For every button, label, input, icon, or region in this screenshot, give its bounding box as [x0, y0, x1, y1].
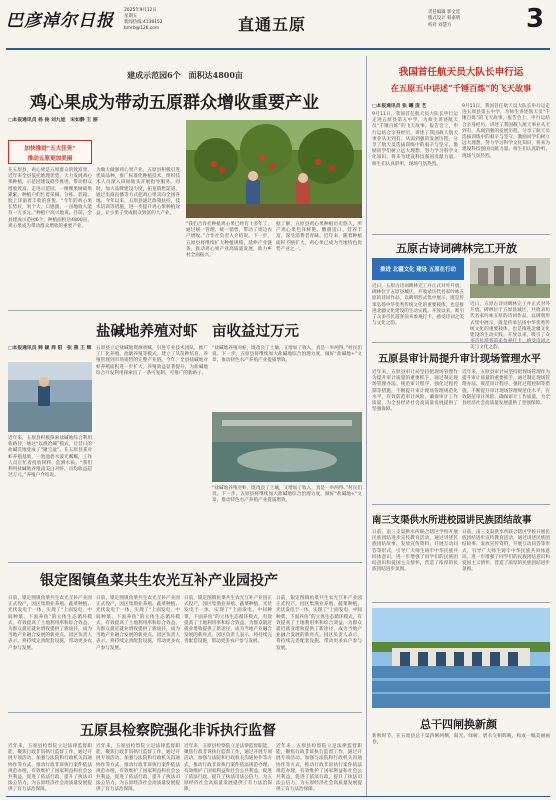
- story2-text-col2: 五原县立足盐碱地资源禀赋，引进专业技术团队，推广工厂化养殖、池塘养殖等模式，建立了从苗种培育、养殖管理到市场销售的完整产业链。今年，全县盐碱地对虾养殖面积进一步扩大，养殖效益显著提升，为盐碱地综合开发利用探索出了一条可复制、可推广的新路子。: [96, 346, 208, 376]
- email: bmrb@126.com: [124, 26, 160, 31]
- divider-1: [8, 310, 362, 311]
- divider-r2: [372, 342, 550, 343]
- tag-line-2: 推动五原更加美丽: [27, 156, 73, 162]
- story4-text-b: 近年来，五原县检察院立足法律监督职能，聚焦行政非诉执行监督工作，通过开展专项活动、加强与法院和行政机关沟通协作等方式，推动行政非诉执行案件依法规范办理，有效维护了国家利益和社会公共利益，促进了依法行政，提升了执法司法公信力，为五原经济社会高质量发展提供了有力法治保障。: [96, 744, 180, 793]
- right3-text-a: 近年来，五原县审计局坚持把现场管理作为提升审计质量的重要抓手，通过制定现场管理办法、规范审计程序、强化过程控制等措施，不断提升审计现场管理规范化水平，有效防范审计风险，确保审计工作质量，为全县经济社会高质量发展提供了坚强保障。: [372, 370, 458, 413]
- lead-tag: [8, 140, 92, 164]
- issue-weekday: 星期五: [124, 14, 138, 19]
- story4-text-c: 近年来，五原县检察院立足法律监督职能，聚焦行政非诉执行监督工作，通过开展专项活动、加强与法院和行政机关沟通协作等方式，推动行政非诉执行案件依法规范办理，有效维护了国家利益和社会公共利益，促进了依法行政，提升了执法司法公信力，为五原经济社会高质量发展提供了有力法治保障。: [184, 744, 272, 793]
- tag-line-1: 加快推进“五大任务”: [24, 146, 76, 152]
- right1-byline: □本报通讯员 张 曦 庞 艺: [372, 104, 427, 109]
- story4-text-a: 近年来，五原县检察院立足法律监督职能，聚焦行政非诉执行监督工作，通过开展专项活动、加强与法院和行政机关沟通协作等方式，推动行政非诉执行案件依法规范办理，有效维护了国家利益和社会公共利益，促进了依法行政，提升了执法司法公信力，为五原经济社会高质量发展提供了有力法治保障。: [8, 744, 92, 793]
- lead-kicker: 建成示范园6个 面积达4800亩: [127, 70, 243, 80]
- masthead-editors: [428, 10, 460, 29]
- right4-title: 南三支渠供水所进校园讲民族团结故事: [372, 515, 532, 526]
- story3-text-d: 日前，银定图镇鱼菜共生农光互补产业园正式投产，园区集渔业养殖、蔬菜种植、光伏发电于一体，实现了“上面发电、中间种菜、下面养鱼”的立体生态循环模式，有效提高了土地利用率和综合效益，为群众就近就业增收提供了新途径，成为当地产业融合发展的新亮点。园区负责人表示，将持续完善配套设施，带动更多农户参与发展。: [276, 596, 362, 651]
- right3-title: 五原县审计局提升审计现场管理水平: [378, 353, 541, 365]
- lead-text-col2: 为做大做强鸡心果产业，五原县积极引进优质品种，推广标准化种植技术，组织技术人员深入田间地头开展指导服务。同时，加大品牌建设力度，拓宽销售渠道，通过电商直播等方式把鸡心果卖向全国各地。今年以来，五原县通过政策扶持、技术培训等措施，进一步提升鸡心果种植效益，让小果子变成群众致富的大产业。: [96, 168, 180, 217]
- story3-title: 银定图镇鱼菜共生农光互补产业园投产: [40, 573, 278, 589]
- right2-banner-text: 推进 北疆文化 建设 五原在行动: [380, 267, 456, 273]
- shrimp-basin-photo: [212, 412, 362, 482]
- story4-title: 五原县检察院强化非诉执行监督: [80, 723, 276, 739]
- divider-2: [8, 562, 362, 563]
- lead-byline: □本报通讯员 杨 俊 刘九娃 宋如静 王 丽: [8, 118, 98, 123]
- page-number: 3: [526, 4, 545, 34]
- hotline: 新闻热线:4138152: [124, 20, 163, 25]
- story2-text-col4: “盐碱地养殖对虾，既改良了土壤，又增加了收入，真是一举两得。”村民们说。下一步，五原县将继续加大盐碱地综合治理力度，做好“盐碱地+”文章，推动特色水产养殖产业提质增效。: [212, 486, 362, 504]
- right5-caption: 新秋时节，在五原县总干渠四闸两侧，阳光、绿树、碧水交相辉映，构成一幅美丽画卷。: [372, 734, 550, 746]
- issue-date: 2025年9月12日: [124, 8, 157, 13]
- lead-text-col3: “我们合作社种植鸡心果已经有十多年了，通过统一管理、统一销售，带动了周边农户增收。”合作社负责人介绍说。下一步，五原县将继续扩大种植规模，延伸产业链条，推动鸡心果产业高质量发展，助力乡村全面振兴。: [186, 222, 272, 259]
- lead-text-col1: 在五原县，鸡心果是五原群众的致富果，近年来全县依托地理优势，大力发展鸡心果种植，示范园建设稳步推进，带动群众增收致富。走进示范园，一棵棵果树硕果累累，种植户们忙着采摘、分拣、装箱，脸上洋溢着丰收的喜悦。“今年的鸡心果长势好，果个大、口感甜，一亩地收入能有一万多元。”种植户高兴地说。目前，全县建成示范园6个，种植面积达4800亩，鸡心果成为带动群众增收的重要产业。: [8, 168, 92, 229]
- right4-text-a: 日前，南三支渠供水所联合辖区学校开展民族团结进步宣传教育活动，通过讲述民族团结故事、发放宣传资料、开展互动问答等形式，引导广大师生铸牢中华民族共同体意识，进一步增强了同学们的民族团结意识和爱国主义情怀，营造了浓厚的民族团结进步氛围。: [372, 530, 458, 573]
- right1-title-line1: 我国首任航天员大队长申行运: [398, 67, 524, 78]
- right1-text-b: 9月11日，我国首任航天员大队长申行运走进五原县第五中学，为师生讲述航天员“千锤百炼”的飞天故事。报告会上，申行运结合亲身经历，讲述了我国载人航天事业从无到有、从弱到强的发展历程，分享了航天员选拔训练中的艰辛与坚守，激励同学们树立远大理想，努力学习科学文化知识，将来为建设科技强国贡献力量。师生们认真聆听，现场气氛热烈。: [462, 104, 550, 159]
- story4-text-d: 近年来，五原县检察院立足法律监督职能，聚焦行政非诉执行监督工作，通过开展专项活动、加强与法院和行政机关沟通协作等方式，推动行政非诉执行案件依法规范办理，有效维护了国家利益和社会公共利益，促进了依法行政，提升了执法司法公信力，为五原经济社会高质量发展提供了有力法治保障。: [276, 744, 362, 793]
- lead-photo: [186, 120, 362, 218]
- story2-text-col3: “盐碱地养殖对虾，既改良了土壤，又增加了收入，真是一举两得。”村民们说。下一步，五原县将继续加大盐碱地综合治理力度，做好“盐碱地+”文章，推动特色水产养殖产业提质增效。: [212, 346, 362, 364]
- divider-r4: [372, 602, 550, 603]
- masthead-meta: [124, 8, 163, 32]
- story3-text-a: 日前，银定图镇鱼菜共生农光互补产业园正式投产，园区集渔业养殖、蔬菜种植、光伏发电于一体，实现了“上面发电、中间种菜、下面养鱼”的立体生态循环模式，有效提高了土地利用率和综合效益，为群众就近就业增收提供了新途径，成为当地产业融合发展的新亮点。园区负责人表示，将持续完善配套设施，带动更多农户参与发展。: [8, 596, 92, 651]
- editor-line-3: 校对 刘慧方: [428, 22, 452, 28]
- story3-text-c: 日前，银定图镇鱼菜共生农光互补产业园正式投产，园区集渔业养殖、蔬菜种植、光伏发电于一体，实现了“上面发电、中间种菜、下面养鱼”的立体生态循环模式，有效提高了土地利用率和综合效益，为群众就近就业增收提供了新途径，成为当地产业融合发展的新亮点。园区负责人表示，将持续完善配套设施，带动更多农户参与发展。: [184, 596, 272, 645]
- column-divider: [366, 56, 367, 796]
- bottom-rule: [6, 796, 550, 797]
- newspaper-logo: 巴彦淖尔日报: [6, 11, 114, 31]
- right1-title-block: [372, 60, 550, 100]
- canal-sluice-photo: [372, 608, 550, 708]
- story2-photo: [8, 362, 92, 432]
- story2-byline: □本报通讯员 韩 颖 周 阳 张 燕 王 辉: [8, 346, 92, 351]
- lead-title: 鸡心果成为带动五原群众增收重要产业: [30, 93, 319, 113]
- editor-line-1: 责任编辑 郭文廷: [428, 10, 461, 15]
- right4-text-b: 日前，南三支渠供水所联合辖区学校开展民族团结进步宣传教育活动，通过讲述民族团结故事、发放宣传资料、开展互动问答等形式，引导广大师生铸牢中华民族共同体意识，进一步增强了同学们的民族团结意识和爱国主义情怀，营造了浓厚的民族团结进步氛围。: [462, 530, 550, 573]
- right2-photo: [470, 258, 550, 298]
- shrimp-pond-photo: [8, 362, 92, 432]
- right2-banner: [372, 258, 464, 280]
- story2-title: 盐碱地养殖对虾 亩收益过万元: [96, 323, 299, 340]
- right5-photo: [372, 608, 550, 708]
- right5-title: 总干四闸换新颜: [420, 718, 497, 731]
- divider-3: [8, 712, 362, 713]
- lead-text-col4: 据了解，五原县鸡心果种植历史悠久，所产鸡心果色泽鲜艳、酸甜适口、营养丰富，深受消费者青睐。近年来，随着种植面积不断扩大，鸡心果已成为当地特色优势产业之一。: [276, 222, 362, 252]
- story2-photo-2: [212, 412, 362, 482]
- masthead-rule: [6, 48, 550, 50]
- divider-r3: [372, 504, 550, 505]
- right3-text-b: 近年来，五原县审计局坚持把现场管理作为提升审计质量的重要抓手，通过制定现场管理办法、规范审计程序、强化过程控制等措施，不断提升审计现场管理规范化水平，有效防范审计风险，确保审计工作质量，为全县经济社会高质量发展提供了坚强保障。: [462, 370, 550, 407]
- editor-line-2: 版式设计 韩嘉明: [428, 16, 461, 22]
- story3-text-b: 日前，银定图镇鱼菜共生农光互补产业园正式投产，园区集渔业养殖、蔬菜种植、光伏发电于一体，实现了“上面发电、中间种菜、下面养鱼”的立体生态循环模式，有效提高了土地利用率和综合效益，为群众就近就业增收提供了新途径，成为当地产业融合发展的新亮点。园区负责人表示，将持续完善配套设施，带动更多农户参与发展。: [96, 596, 180, 651]
- apple-tree-photo: [186, 120, 362, 218]
- divider-r1: [372, 234, 550, 235]
- section-title: 直通五原: [238, 15, 307, 34]
- right2-text-b: 近日，五原古诗词碑林完工并正式对外开放。碑林位于五原县城区，共收录历代名家吟咏五原的诗词作品，以碑刻形式集中展示，既是传承弘扬中华优秀传统文化的重要载体，也是推进北疆文化建设的生动实践。开放以来，吸引了众 美与文化之韵。: [470, 302, 550, 351]
- masthead: [6, 4, 550, 48]
- right2-text-a: 近日，五原古诗词碑林完工并正式对外开放。碑林位于五原县城区，共收录历代名家吟咏五原的诗词作品，以碑刻形式集中展示，既是传承弘扬中华优秀传统文化的重要载体，也是推进北疆文化建设的生动实践。开放以来，吸引了众多市民游客前来参观打卡，感受诗词之美与文化之韵。: [372, 284, 464, 327]
- story2-text-col1: 近年来，五原县积极探索盐碱地综合利用新路径，通过“以渔治碱”模式，让昔日的盐碱荒地变成了“聚宝盆”。在五原县某对虾养殖基地，一池池碧水波光粼粼，工作人员正忙着投放饲料、监测水质。“我们利用盐碱地养殖南美白对虾，亩均收益超过万元。”养殖户介绍说。: [8, 436, 92, 479]
- right1-title-line2: 在五原五中讲述“千锤百炼”的飞天故事: [390, 83, 532, 93]
- stele-forest-photo: [470, 258, 550, 298]
- right1-text-a: 9月11日，我国首任航天员大队长申行运走进五原县第五中学，为师生讲述航天员“千锤百炼”的飞天故事。报告会上，申行运结合亲身经历，讲述了我国载人航天事业从无到有、从弱到强的发展历程，分享了航天员选拔训练中的艰辛与坚守，激励同学们树立远大理想，努力学习科学文化知识，将来为建设科技强国贡献力量。师生们认真聆听，现场气氛热烈。: [372, 112, 458, 167]
- right2-title: 五原古诗词碑林完工开放: [396, 242, 517, 255]
